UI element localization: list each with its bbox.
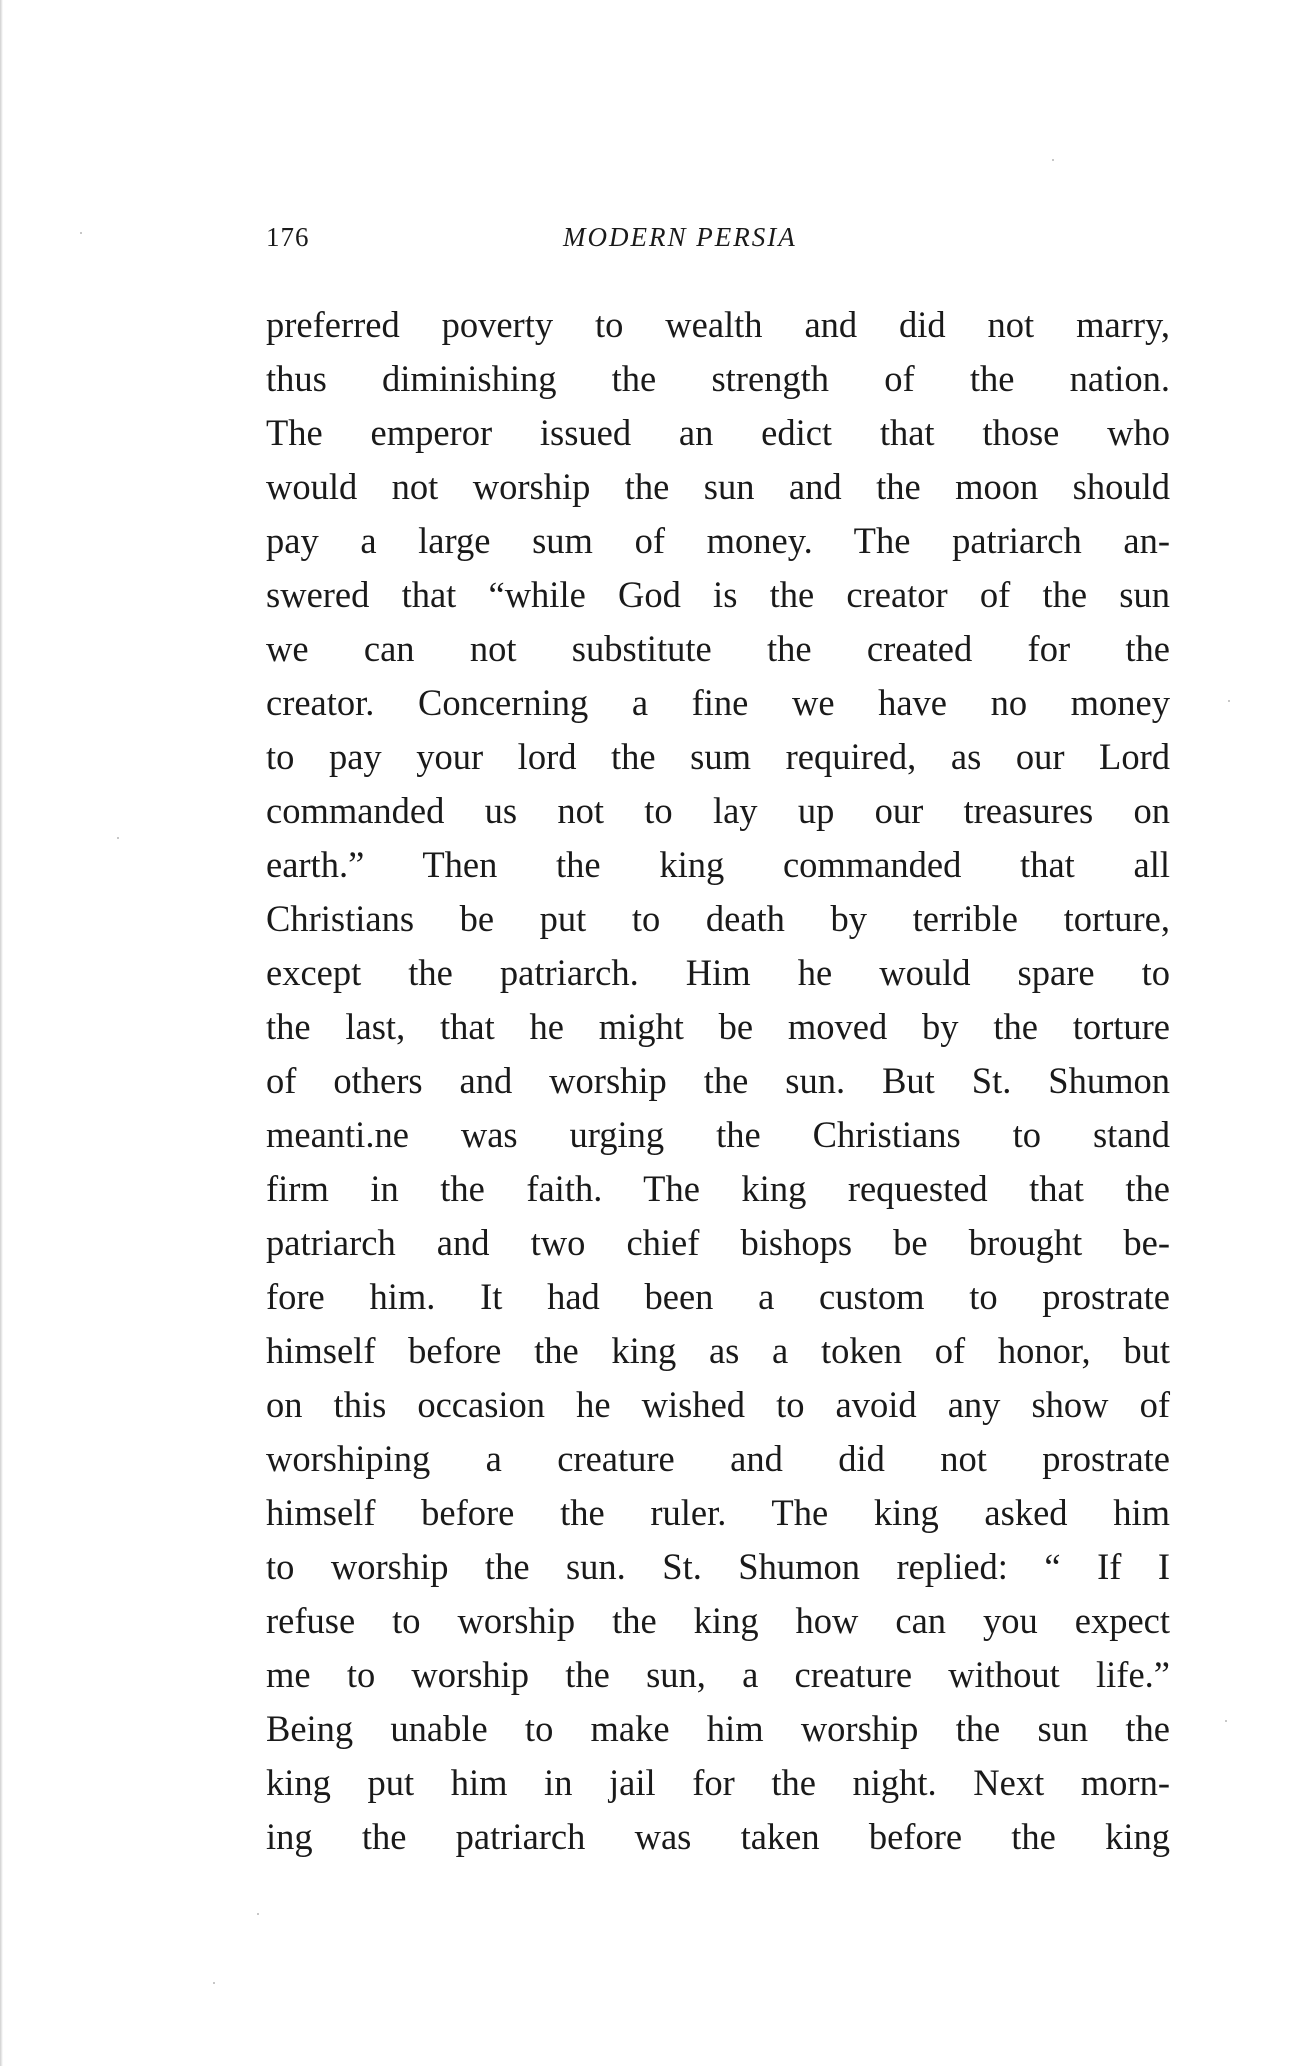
text-line: commanded us not to lay up our treasures on [266,790,1170,831]
paper-speck [213,1982,215,1984]
text-line: king put him in jail for the night. Next morn- [266,1762,1170,1803]
text-line: fore him. It had been a custom to prostrate [266,1276,1170,1317]
text-line: Christians be put to death by terrible torture, [266,898,1170,939]
paper-speck [1225,1720,1227,1722]
text-line: The emperor issued an edict that those who [266,412,1170,453]
text-line: patriarch and two chief bishops be brought be- [266,1222,1170,1263]
text-line: ing the patriarch was taken before the king [266,1816,1170,1857]
text-line: thus diminishing the strength of the nation. [266,358,1170,399]
text-line: preferred poverty to wealth and did not marry, [266,304,1170,345]
text-line: the last, that he might be moved by the torture [266,1006,1170,1047]
text-line: creator. Concerning a fine we have no money [266,682,1170,723]
page-number: 176 [266,222,310,252]
paper-speck [1052,159,1054,161]
paper-speck [1228,700,1230,702]
text-line: pay a large sum of money. The patriarch an- [266,520,1170,561]
text-line: to worship the sun. St. Shumon replied: “ If I [266,1546,1170,1587]
text-line: himself before the ruler. The king asked him [266,1492,1170,1533]
paper-speck [257,1913,259,1915]
text-line: firm in the faith. The king requested that the [266,1168,1170,1209]
book-title: MODERN PERSIA [563,222,797,252]
text-line: swered that “while God is the creator of the sun [266,574,1170,615]
text-line: to pay your lord the sum required, as our Lord [266,736,1170,777]
text-line: meanti.ne was urging the Christians to stand [266,1114,1170,1155]
text-line: on this occasion he wished to avoid any show of [266,1384,1170,1425]
text-line: refuse to worship the king how can you expect [266,1600,1170,1641]
running-head [266,222,870,262]
body-text [266,298,1170,1864]
text-line: of others and worship the sun. But St. Shumon [266,1060,1170,1101]
page-edge-shadow [0,0,3,2066]
text-line: would not worship the sun and the moon should [266,466,1170,507]
text-line: himself before the king as a token of honor, but [266,1330,1170,1371]
text-line: me to worship the sun, a creature without life.” [266,1654,1170,1695]
paper-speck [80,232,82,234]
text-line: we can not substitute the created for the [266,628,1170,669]
text-line: Being unable to make him worship the sun the [266,1708,1170,1749]
text-line: worshiping a creature and did not prostrate [266,1438,1170,1479]
paper-speck [117,837,119,839]
text-line: except the patriarch. Him he would spare to [266,952,1170,993]
text-line: earth.” Then the king commanded that all [266,844,1170,885]
